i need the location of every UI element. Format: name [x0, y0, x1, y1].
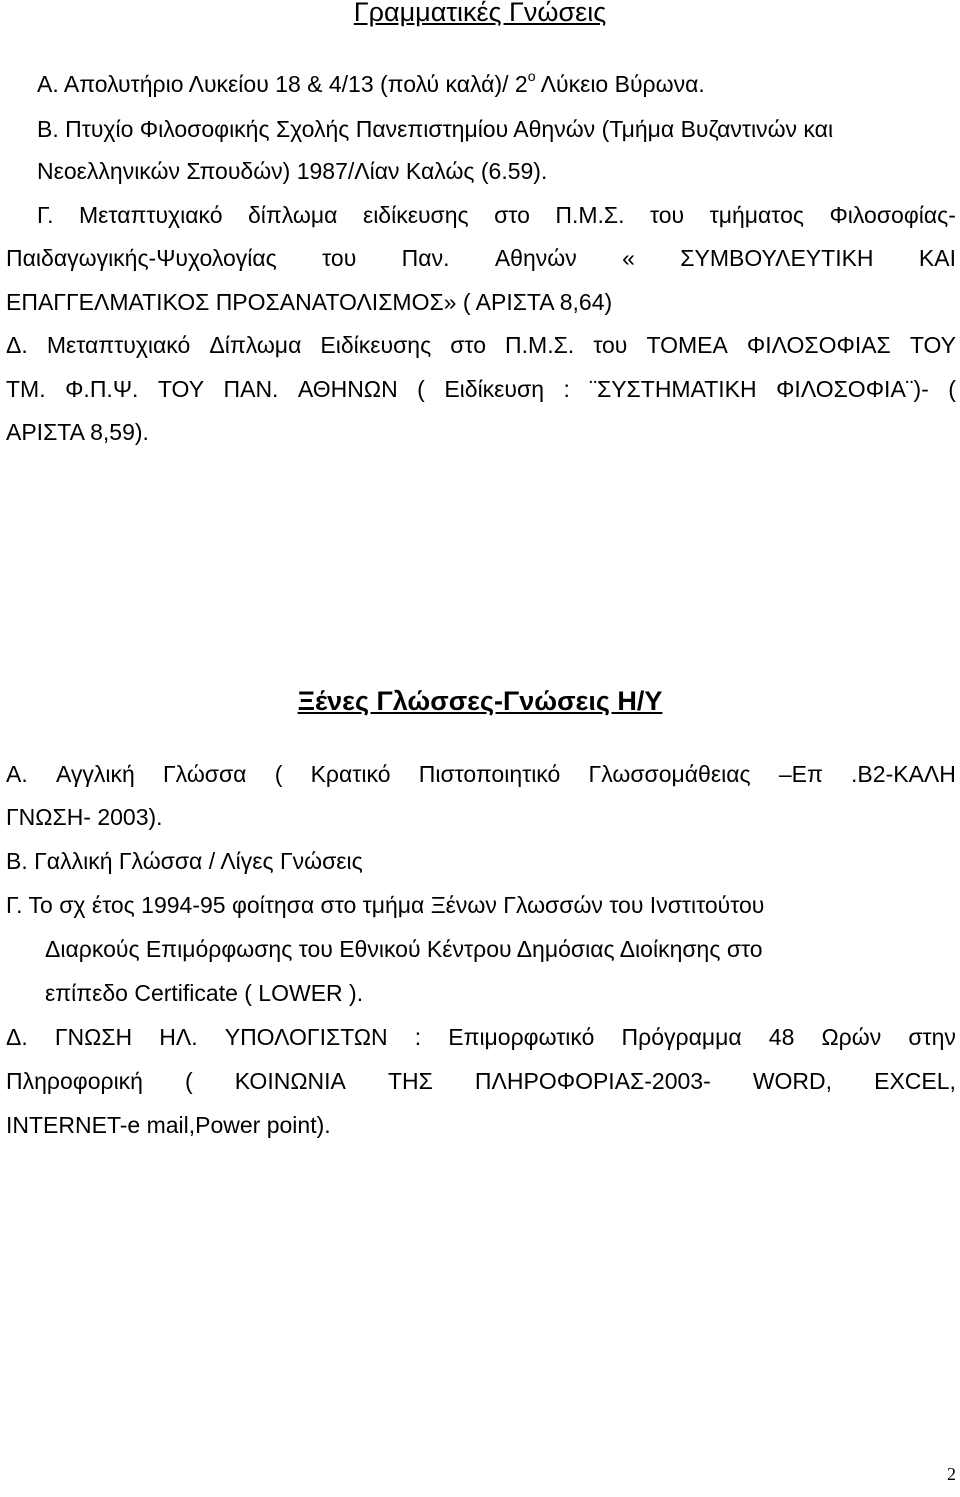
word: « [622, 245, 635, 271]
word: Αθηνών [494, 245, 577, 271]
item-a-text-end: Λύκειο Βύρωνα. [535, 71, 705, 97]
word: Δίπλωμα [209, 332, 302, 358]
word: Γλώσσα [163, 761, 247, 787]
item-g-line3: ΕΠΑΓΓΕΛΜΑΤΙΚΟΣ ΠΡΟΣΑΝΑΤΟΛΙΣΜΟΣ» ( ΑΡΙΣΤΑ 8,64) [6, 289, 613, 315]
word: Φ.Π.Ψ. [65, 376, 139, 402]
lang-b: Β. Γαλλική Γλώσσα / Λίγες Γνώσεις [6, 848, 363, 874]
word: Ειδίκευσης [320, 332, 432, 358]
word: στην [908, 1024, 956, 1050]
word: ΑΘΗΝΩΝ [297, 376, 398, 402]
lang-d-line3: INTERNET-e mail,Power point). [6, 1112, 331, 1138]
word: ΤΟΜΕΑ [646, 332, 728, 358]
word: ΤΗΣ [387, 1068, 433, 1094]
word: ( [185, 1068, 193, 1094]
item-b-line1: Β. Πτυχίο Φιλοσοφικής Σχολής Πανεπιστημίου Αθηνών (Τμήμα Βυζαντινών και [37, 116, 834, 142]
word: Π.Μ.Σ. [505, 332, 575, 358]
word: .Β2-ΚΑΛΗ [851, 761, 956, 787]
word: τμήματος [709, 202, 804, 228]
ordinal-sup: ο [527, 68, 536, 85]
word: Δ. [6, 1024, 28, 1050]
word: του [322, 245, 357, 271]
word: του [593, 332, 628, 358]
lang-d-line1 [6, 1023, 956, 1051]
word: Αγγλική [55, 761, 135, 787]
word: 48 [768, 1024, 795, 1050]
word: ειδίκευσης [362, 202, 469, 228]
word: Π.Μ.Σ. [555, 202, 625, 228]
word: ( [417, 376, 425, 402]
word: του [650, 202, 685, 228]
lang-c-line3: επίπεδο Certificate ( LOWER ). [45, 980, 364, 1006]
word: Δ. [6, 332, 28, 358]
word: Μεταπτυχιακό [46, 332, 191, 358]
word: ΓΝΩΣΗ [54, 1024, 133, 1050]
word: Α. [6, 761, 28, 787]
item-b-line2: Νεοελληνικών Σπουδών) 1987/Λίαν Καλώς (6.59). [37, 158, 548, 184]
word: Επιμορφωτικό [448, 1024, 595, 1050]
word: Πρόγραμμα [621, 1024, 742, 1050]
word: στο [450, 332, 486, 358]
lang-d-line2 [6, 1067, 956, 1095]
word: : [563, 376, 570, 402]
word: Παν. [401, 245, 450, 271]
word: Παιδαγωγικής-Ψυχολογίας [6, 245, 277, 271]
item-a-text: Α. Απολυτήριο Λυκείου 18 & 4/13 (πολύ καλά)/ 2 [37, 71, 528, 97]
word: Ωρών [821, 1024, 882, 1050]
item-g-line1 [37, 201, 956, 229]
word: δίπλωμα [248, 202, 338, 228]
word: ΠΑΝ. [223, 376, 279, 402]
word: –Επ [778, 761, 823, 787]
word: ΚΟΙΝΩΝΙΑ [234, 1068, 346, 1094]
item-d-line1 [6, 331, 956, 359]
word: : [414, 1024, 422, 1050]
lang-c-line1: Γ. Το σχ έτος 1994-95 φοίτησα στο τμήμα Ξένων Γλωσσών του Ινστιτούτου [6, 892, 765, 918]
word: ΠΛΗΡΟΦΟΡΙΑΣ-2003- [474, 1068, 711, 1094]
lang-a-line2: ΓΝΩΣΗ- 2003). [6, 804, 163, 830]
item-a-lyceum [37, 70, 705, 98]
word: ( [948, 376, 956, 402]
word: EXCEL, [874, 1068, 956, 1094]
word: ¨ΣΥΣΤΗΜΑΤΙΚΗ [589, 376, 757, 402]
word: ΦΙΛΟΣΟΦΙΑ¨)- [776, 376, 929, 402]
page-number: 2 [947, 1464, 956, 1484]
word: Ειδίκευση [444, 376, 544, 402]
word: ΣΥΜΒΟΥΛΕΥΤΙΚΗ [680, 245, 874, 271]
word: στο [494, 202, 530, 228]
item-d-line3: ΑΡΙΣΤΑ 8,59). [6, 419, 149, 445]
word: Πιστοποιητικό [418, 761, 561, 787]
word: ΤΟΥ [157, 376, 205, 402]
word: ΦΙΛΟΣΟΦΙΑΣ [746, 332, 891, 358]
word: WORD, [752, 1068, 833, 1094]
word: Πληροφορική [6, 1068, 143, 1094]
word: ΤΜ. [6, 376, 46, 402]
word: ( [274, 761, 283, 787]
item-g-line2 [6, 244, 956, 272]
section-title-grammatical: Γραμματικές Γνώσεις [353, 0, 607, 27]
word: Μεταπτυχιακό [79, 202, 223, 228]
word: Κρατικό [310, 761, 391, 787]
section-title-languages: Ξένες Γλώσσες-Γνώσεις Η/Υ [297, 686, 663, 716]
word: ΤΟΥ [909, 332, 956, 358]
lang-a-line1 [6, 760, 956, 788]
word: Φιλοσοφίας- [829, 202, 956, 228]
word: ΗΛ. [159, 1024, 198, 1050]
word: Γ. [37, 202, 54, 228]
word: ΥΠΟΛΟΓΙΣΤΩΝ [224, 1024, 388, 1050]
item-d-line2 [6, 375, 956, 403]
lang-c-line2: Διαρκούς Επιμόρφωσης του Εθνικού Κέντρου Δημόσιας Διοίκησης στο [45, 936, 763, 962]
word: Γλωσσομάθειας [588, 761, 751, 787]
word: ΚΑΙ [918, 245, 956, 271]
